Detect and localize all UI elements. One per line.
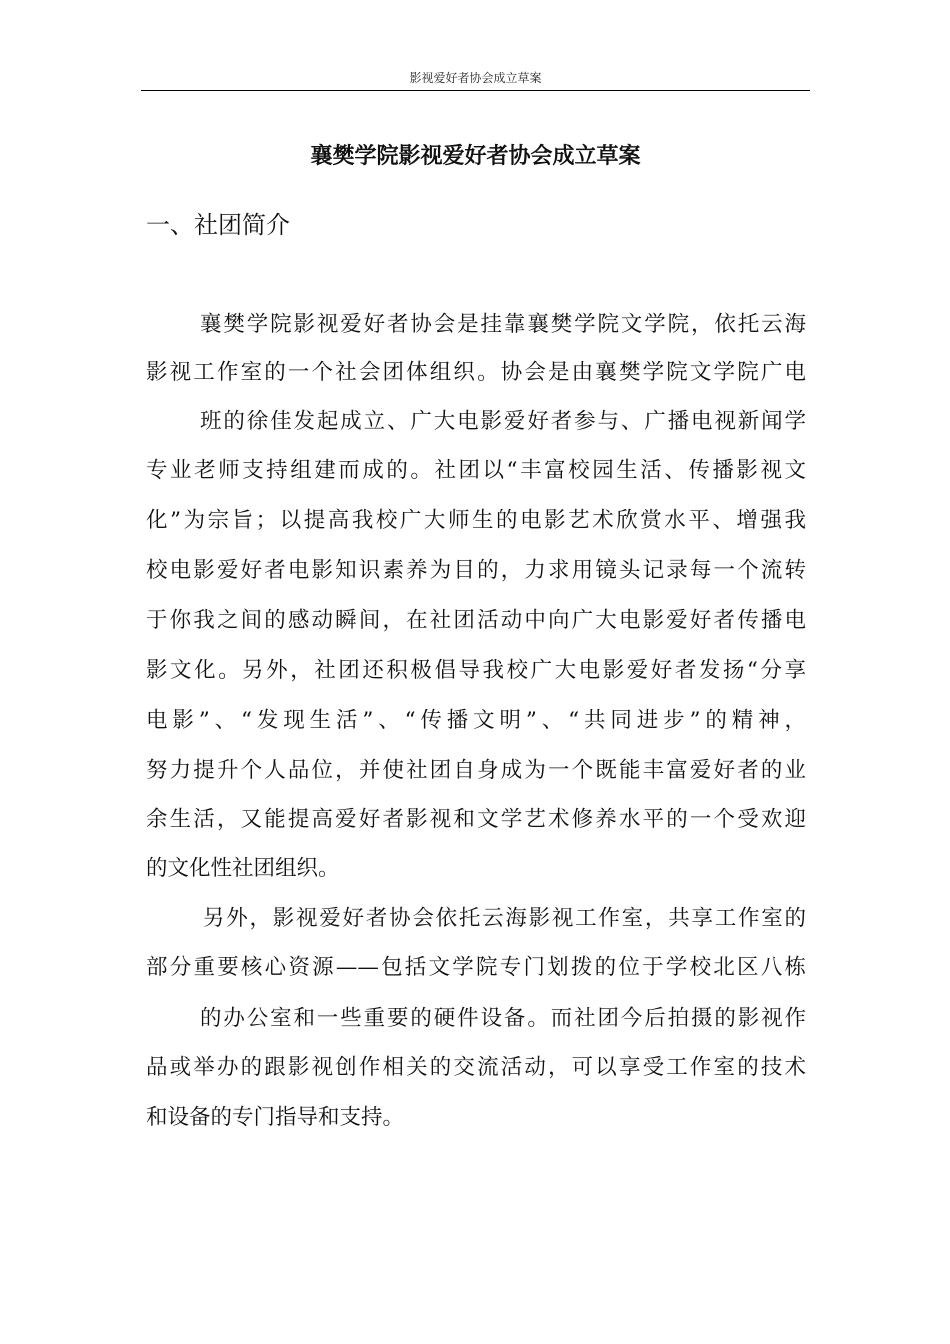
paragraph-line: 的文化性社团组织。 xyxy=(146,856,340,881)
paragraph-line: 和设备的专门指导和支持。 xyxy=(146,1105,405,1130)
paragraph-line: 于你我之间的感动瞬间，在社团活动中向广大电影爱好者传播电 xyxy=(146,608,806,633)
paragraph-line: 班的徐佳发起成立、广大电影爱好者参与、广播电视新闻学 xyxy=(200,409,806,434)
paragraph-line: 校电影爱好者电影知识素养为目的，力求用镜头记录每一个流转 xyxy=(146,558,806,583)
paragraph-line: 另外，影视爱好者协会依托云海影视工作室，共享工作室的 xyxy=(203,906,806,931)
paragraph-line: 影视工作室的一个社会团体组织。协会是由襄樊学院文学院广电 xyxy=(146,360,806,385)
paragraph-line: 余生活，又能提高爱好者影视和文学艺术修养水平的一个受欢迎 xyxy=(146,807,806,832)
paragraph-line: 襄樊学院影视爱好者协会是挂靠襄樊学院文学院，依托云海 xyxy=(200,312,806,337)
paragraph-line: 的办公室和一些重要的硬件设备。而社团今后拍摄的影视作 xyxy=(200,1006,806,1031)
paragraph-line: 专业老师支持组建而成的。社团以“丰富校园生活、传播影视文 xyxy=(146,458,806,483)
section-heading: 一、社团简介 xyxy=(146,211,290,239)
paragraph-line: 努力提升个人品位，并使社团自身成为一个既能丰富爱好者的业 xyxy=(146,758,806,783)
paragraph-line: 部分重要核心资源——包括文学院专门划拨的位于学校北区八栋 xyxy=(146,955,806,980)
page-header xyxy=(141,68,810,91)
paragraph-line: 电影”、“发现生活”、“传播文明”、“共同进步”的精神， xyxy=(146,708,806,733)
document-title: 襄樊学院影视爱好者协会成立草案 xyxy=(310,143,641,169)
paragraph-line: 化”为宗旨；以提高我校广大师生的电影艺术欣赏水平、增强我 xyxy=(146,508,806,533)
paragraph-line: 品或举办的跟影视创作相关的交流活动，可以享受工作室的技术 xyxy=(146,1055,806,1080)
header-text: 影视爱好者协会成立草案 xyxy=(409,71,542,85)
paragraph-line: 影文化。另外，社团还积极倡导我校广大电影爱好者发扬“分享 xyxy=(146,658,806,683)
